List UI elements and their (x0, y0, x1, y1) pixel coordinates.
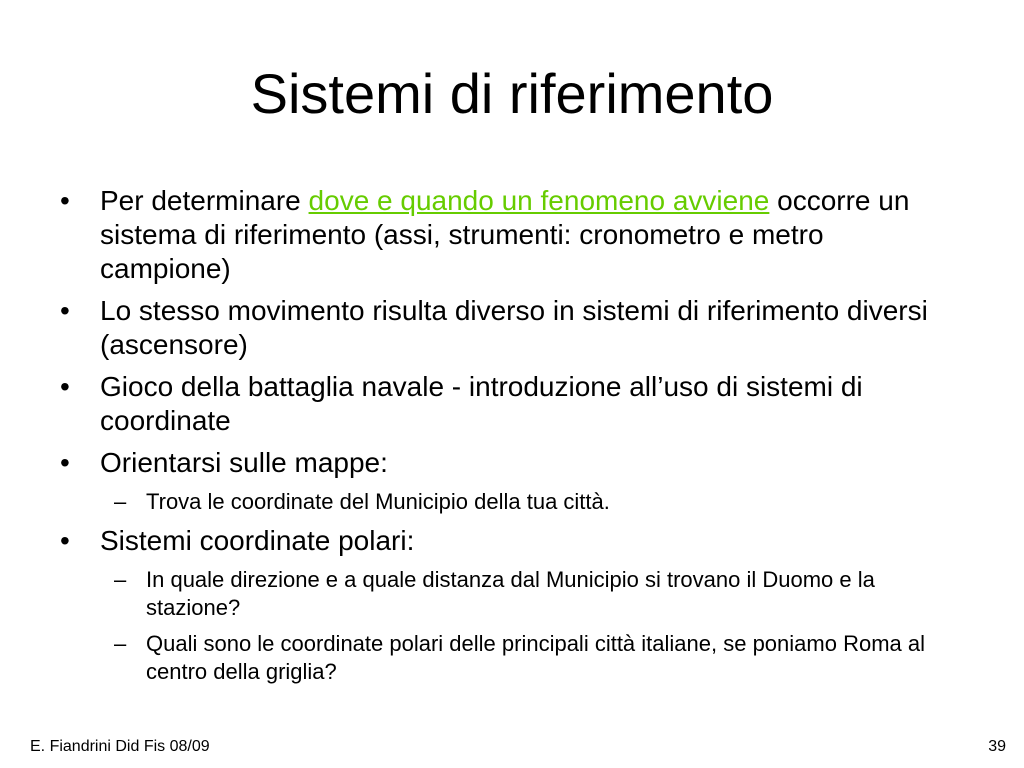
bullet-list (52, 184, 952, 694)
bullet-item (52, 184, 952, 286)
bullet-item (52, 446, 952, 516)
sub-bullet-list (100, 566, 952, 686)
sub-bullet-text: In quale direzione e a quale distanza dal Municipio si trovano il Duomo e la stazione? (146, 567, 875, 620)
sub-bullet-marker: – (114, 631, 127, 656)
sub-bullet-item (100, 630, 952, 686)
bullet-text: Orientarsi sulle mappe: (100, 447, 388, 478)
footer-author: E. Fiandrini Did Fis 08/09 (30, 738, 210, 755)
bullet-marker: • (60, 447, 70, 478)
sub-bullet-item (100, 566, 952, 622)
bullet-marker: • (60, 295, 70, 326)
sub-bullet-text: Trova le coordinate del Municipio della tua città. (146, 489, 610, 514)
bullet-text-suffix: occorre un sistema di riferimento (assi, strumenti: cronometro e metro campione) (100, 185, 910, 284)
sub-bullet-text: Quali sono le coordinate polari delle principali città italiane, se poniamo Roma al centro della griglia? (146, 631, 925, 684)
bullet-marker: • (60, 371, 70, 402)
hyperlink[interactable]: dove e quando un fenomeno avviene (308, 185, 770, 216)
sub-bullet-list (100, 488, 952, 516)
slide-title: Sistemi di riferimento (250, 62, 774, 125)
bullet-text-prefix: Per determinare (100, 185, 309, 216)
bullet-item (52, 524, 952, 686)
sub-bullet-marker: – (114, 489, 127, 514)
bullet-text: Lo stesso movimento risulta diverso in sistemi di riferimento diversi (ascensore) (100, 295, 928, 360)
sub-bullet-marker: – (114, 567, 127, 592)
bullet-marker: • (60, 185, 70, 216)
sub-bullet-item (100, 488, 952, 516)
slide-number: 39 (988, 738, 1006, 755)
bullet-text: Gioco della battaglia navale - introduzione all’uso di sistemi di coordinate (100, 371, 863, 436)
bullet-item (52, 294, 952, 362)
bullet-marker: • (60, 525, 70, 556)
bullet-text: Sistemi coordinate polari: (100, 525, 415, 556)
bullet-item (52, 370, 952, 438)
